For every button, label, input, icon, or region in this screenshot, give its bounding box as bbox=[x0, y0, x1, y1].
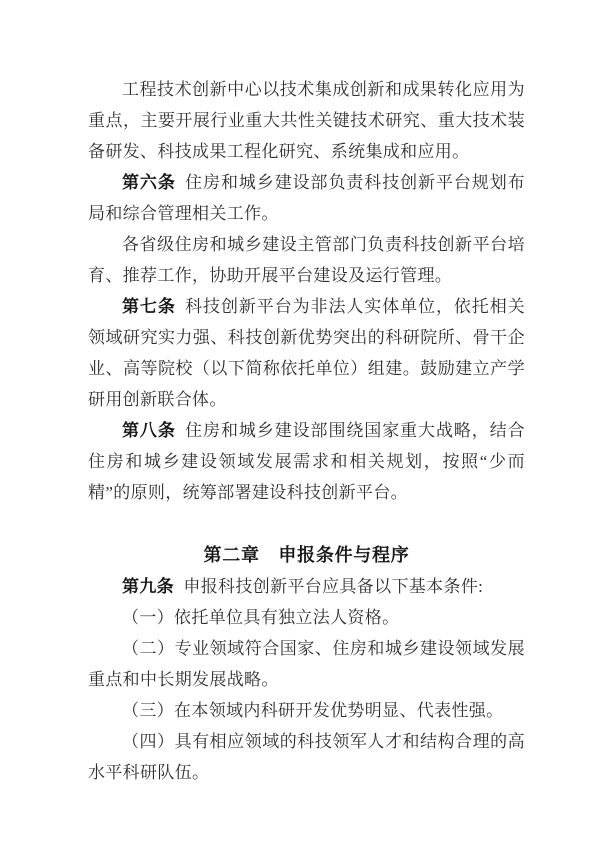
paragraph-text: （四）具有相应领域的科技领军人才和结构合理的高水平科研队伍。 bbox=[88, 732, 525, 782]
chapter-heading-text: 第二章 申报条件与程序 bbox=[203, 545, 410, 565]
paragraph-text: （一）依托单位具有独立法人资格。 bbox=[122, 608, 400, 627]
document-body bbox=[88, 74, 525, 788]
paragraph-text: （二）专业领域符合国家、住房和城乡建设领域发展重点和中长期发展战略。 bbox=[88, 639, 525, 689]
paragraph-text: 各省级住房和城乡建设主管部门负责科技创新平台培育、推荐工作，协助开展平台建设及运行管理。 bbox=[88, 235, 525, 285]
paragraph bbox=[88, 291, 525, 415]
paragraph bbox=[88, 74, 525, 167]
paragraph bbox=[88, 415, 525, 508]
paragraph bbox=[88, 571, 525, 602]
paragraph bbox=[88, 229, 525, 291]
paragraph bbox=[88, 695, 525, 726]
paragraph-text: 住房和城乡建设部围绕国家重大战略，结合住房和城乡建设领域发展需求和相关规划，按照“少而精”的原则，统筹部署建设科技创新平台。 bbox=[88, 421, 525, 502]
paragraph-text: （三）在本领域内科研开发优势明显、代表性强。 bbox=[122, 701, 504, 720]
paragraph-text: 住房和城乡建设部负责科技创新平台规划布局和综合管理相关工作。 bbox=[88, 173, 525, 223]
article-number: 第七条 bbox=[122, 297, 176, 316]
paragraph bbox=[88, 633, 525, 695]
paragraph-text: 申报科技创新平台应具备以下基本条件: bbox=[183, 577, 484, 596]
paragraph bbox=[88, 602, 525, 633]
article-number: 第六条 bbox=[122, 173, 176, 192]
chapter-heading bbox=[88, 539, 525, 571]
paragraph bbox=[88, 726, 525, 788]
paragraph-text: 工程技术创新中心以技术集成创新和成果转化应用为重点，主要开展行业重大共性关键技术研究、重大技术装备研发、科技成果工程化研究、系统集成和应用。 bbox=[88, 80, 525, 161]
article-number: 第九条 bbox=[122, 577, 175, 596]
article-number: 第八条 bbox=[122, 421, 176, 440]
paragraph bbox=[88, 167, 525, 229]
paragraph-text: 科技创新平台为非法人实体单位，依托相关领域研究实力强、科技创新优势突出的科研院所、骨干企业、高等院校（以下简称依托单位）组建。鼓励建立产学研用创新联合体。 bbox=[88, 297, 525, 409]
